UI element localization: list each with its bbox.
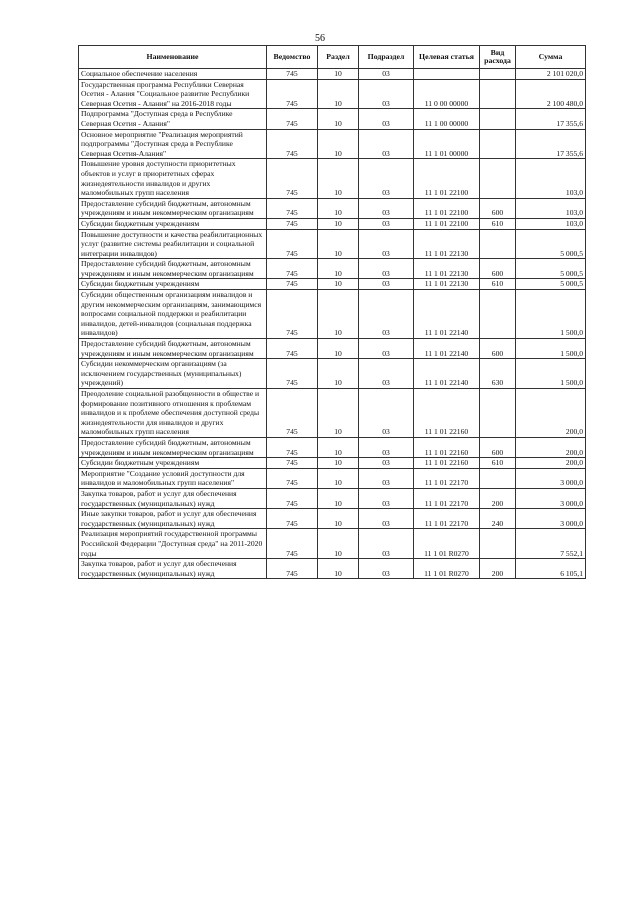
table-row	[79, 458, 586, 469]
cell-subsection: 03	[359, 458, 414, 469]
cell-section: 10	[318, 259, 359, 279]
cell-amount: 3 000,0	[516, 509, 586, 529]
cell-subsection: 03	[359, 229, 414, 259]
cell-subsection: 03	[359, 529, 414, 559]
cell-subsection: 03	[359, 259, 414, 279]
cell-subsection: 03	[359, 109, 414, 129]
cell-target-article: 11 1 01 22100	[414, 198, 480, 218]
cell-department: 745	[267, 290, 318, 339]
cell-name: Реализация мероприятий государственной программы Российской Федерации "Доступная среда" на 2011-2020 годы	[79, 529, 267, 559]
table-row	[79, 359, 586, 389]
cell-subsection: 03	[359, 198, 414, 218]
cell-name: Закупка товаров, работ и услуг для обеспечения государственных (муниципальных) нужд	[79, 559, 267, 579]
cell-name: Повышение уровня доступности приоритетных объектов и услуг в приоритетных сферах жизнедеятельности инвалидов и других маломобильных групп населения	[79, 159, 267, 198]
cell-department: 745	[267, 279, 318, 290]
cell-section: 10	[318, 339, 359, 359]
cell-name: Мероприятие "Создание условий доступности для инвалидов и маломобильных групп населения"	[79, 468, 267, 488]
cell-name: Предоставление субсидий бюджетным, автономным учреждениям и иным некоммерческим организациям	[79, 437, 267, 457]
cell-department: 745	[267, 229, 318, 259]
cell-target-article: 11 1 01 22130	[414, 259, 480, 279]
cell-expense-type	[480, 229, 516, 259]
cell-department: 745	[267, 509, 318, 529]
cell-target-article: 11 1 01 22140	[414, 290, 480, 339]
table-row	[79, 559, 586, 579]
cell-target-article: 11 1 01 22100	[414, 159, 480, 198]
cell-section: 10	[318, 79, 359, 109]
cell-target-article: 11 1 01 22170	[414, 509, 480, 529]
table-row	[79, 129, 586, 159]
cell-section: 10	[318, 509, 359, 529]
cell-department: 745	[267, 468, 318, 488]
cell-section: 10	[318, 559, 359, 579]
cell-target-article: 11 1 01 22130	[414, 279, 480, 290]
table-row	[79, 79, 586, 109]
cell-name: Подпрограмма "Доступная среда в Республике Северная Осетия - Алания"	[79, 109, 267, 129]
cell-name: Государственная программа Республики Северная Осетия - Алания "Социальное развитие Республики Северная Осетия - Алания" на 2016-2018 годы	[79, 79, 267, 109]
cell-section: 10	[318, 290, 359, 339]
cell-section: 10	[318, 69, 359, 80]
cell-expense-type: 240	[480, 509, 516, 529]
table-row	[79, 159, 586, 198]
cell-expense-type	[480, 79, 516, 109]
cell-amount: 1 500,0	[516, 339, 586, 359]
cell-amount: 1 500,0	[516, 359, 586, 389]
cell-subsection: 03	[359, 509, 414, 529]
header-section: Раздел	[318, 46, 359, 69]
cell-name: Предоставление субсидий бюджетным, автономным учреждениям и иным некоммерческим организациям	[79, 198, 267, 218]
cell-section: 10	[318, 109, 359, 129]
cell-amount: 200,0	[516, 389, 586, 438]
budget-table	[78, 45, 586, 579]
cell-amount: 6 105,1	[516, 559, 586, 579]
header-amount: Сумма	[516, 46, 586, 69]
cell-target-article: 11 1 00 00000	[414, 109, 480, 129]
cell-target-article: 11 0 00 00000	[414, 79, 480, 109]
cell-subsection: 03	[359, 79, 414, 109]
cell-target-article: 11 1 01 22160	[414, 389, 480, 438]
cell-expense-type	[480, 129, 516, 159]
cell-amount: 5 000,5	[516, 229, 586, 259]
cell-department: 745	[267, 69, 318, 80]
cell-section: 10	[318, 458, 359, 469]
cell-amount: 103,0	[516, 159, 586, 198]
cell-expense-type: 200	[480, 559, 516, 579]
cell-amount: 5 000,5	[516, 259, 586, 279]
header-expense-type: Вид расхода	[480, 46, 516, 69]
cell-subsection: 03	[359, 437, 414, 457]
table-row	[79, 437, 586, 457]
cell-name: Преодоление социальной разобщенности в обществе и формирование позитивного отношения к проблемам инвалидов и к проблеме обеспечения доступной среды жизнедеятельности для инвалидов и других маломобильных групп населения	[79, 389, 267, 438]
cell-amount: 17 355,6	[516, 109, 586, 129]
cell-target-article: 11 1 01 22140	[414, 359, 480, 389]
cell-expense-type: 610	[480, 279, 516, 290]
cell-expense-type	[480, 468, 516, 488]
cell-expense-type	[480, 389, 516, 438]
cell-section: 10	[318, 159, 359, 198]
cell-name: Субсидии бюджетным учреждениям	[79, 279, 267, 290]
cell-target-article	[414, 69, 480, 80]
header-department: Ведомство	[267, 46, 318, 69]
cell-amount: 3 000,0	[516, 468, 586, 488]
table-body	[79, 69, 586, 579]
cell-department: 745	[267, 79, 318, 109]
cell-amount: 5 000,5	[516, 279, 586, 290]
cell-subsection: 03	[359, 488, 414, 508]
cell-name: Закупка товаров, работ и услуг для обеспечения государственных (муниципальных) нужд	[79, 488, 267, 508]
cell-department: 745	[267, 198, 318, 218]
cell-section: 10	[318, 198, 359, 218]
cell-section: 10	[318, 279, 359, 290]
cell-name: Субсидии бюджетным учреждениям	[79, 218, 267, 229]
cell-expense-type: 200	[480, 488, 516, 508]
cell-name: Предоставление субсидий бюджетным, автономным учреждениям и иным некоммерческим организациям	[79, 259, 267, 279]
cell-subsection: 03	[359, 468, 414, 488]
cell-target-article: 11 1 01 22170	[414, 468, 480, 488]
cell-amount: 103,0	[516, 198, 586, 218]
cell-name: Иные закупки товаров, работ и услуг для обеспечения государственных (муниципальных) нужд	[79, 509, 267, 529]
cell-section: 10	[318, 218, 359, 229]
table-row	[79, 198, 586, 218]
cell-name: Предоставление субсидий бюджетным, автономным учреждениям и иным некоммерческим организациям	[79, 339, 267, 359]
cell-department: 745	[267, 458, 318, 469]
cell-department: 745	[267, 218, 318, 229]
cell-department: 745	[267, 159, 318, 198]
cell-department: 745	[267, 359, 318, 389]
cell-section: 10	[318, 389, 359, 438]
cell-department: 745	[267, 109, 318, 129]
cell-target-article: 11 1 01 R0270	[414, 559, 480, 579]
cell-target-article: 11 1 01 22100	[414, 218, 480, 229]
cell-section: 10	[318, 129, 359, 159]
cell-subsection: 03	[359, 218, 414, 229]
cell-amount: 200,0	[516, 437, 586, 457]
cell-department: 745	[267, 389, 318, 438]
cell-name: Субсидии бюджетным учреждениям	[79, 458, 267, 469]
cell-expense-type: 600	[480, 437, 516, 457]
header-target-article: Целевая статья	[414, 46, 480, 69]
cell-amount: 2 101 020,0	[516, 69, 586, 80]
cell-expense-type	[480, 109, 516, 129]
cell-amount: 103,0	[516, 218, 586, 229]
header-name: Наименование	[79, 46, 267, 69]
table-row	[79, 109, 586, 129]
cell-name: Субсидии общественным организациям инвалидов и другим некоммерческим организациям, занимающимся вопросами социальной поддержки и реабилитации инвалидов, детей-инвалидов (социальная поддержка инвалидов)	[79, 290, 267, 339]
cell-subsection: 03	[359, 129, 414, 159]
cell-section: 10	[318, 529, 359, 559]
table-row	[79, 468, 586, 488]
cell-name: Основное мероприятие "Реализация мероприятий подпрограммы "Доступная среда в Республике Северная Осетия-Алания"	[79, 129, 267, 159]
cell-expense-type: 630	[480, 359, 516, 389]
cell-expense-type: 600	[480, 259, 516, 279]
cell-amount: 3 000,0	[516, 488, 586, 508]
table-row	[79, 339, 586, 359]
cell-expense-type: 600	[480, 198, 516, 218]
cell-subsection: 03	[359, 279, 414, 290]
cell-subsection: 03	[359, 559, 414, 579]
cell-amount: 7 552,1	[516, 529, 586, 559]
cell-subsection: 03	[359, 339, 414, 359]
table-row	[79, 259, 586, 279]
cell-department: 745	[267, 529, 318, 559]
cell-expense-type: 600	[480, 339, 516, 359]
cell-name: Субсидии некоммерческим организациям (за исключением государственных (муниципальных) учреждений)	[79, 359, 267, 389]
cell-target-article: 11 1 01 22130	[414, 229, 480, 259]
cell-amount: 2 100 480,0	[516, 79, 586, 109]
cell-department: 745	[267, 129, 318, 159]
cell-subsection: 03	[359, 389, 414, 438]
table-row	[79, 69, 586, 80]
cell-subsection: 03	[359, 359, 414, 389]
cell-expense-type	[480, 529, 516, 559]
cell-expense-type	[480, 290, 516, 339]
cell-expense-type	[480, 69, 516, 80]
cell-subsection: 03	[359, 290, 414, 339]
table-row	[79, 229, 586, 259]
page-number: 56	[315, 33, 325, 44]
cell-section: 10	[318, 437, 359, 457]
cell-department: 745	[267, 559, 318, 579]
cell-department: 745	[267, 259, 318, 279]
cell-target-article: 11 1 01 R0270	[414, 529, 480, 559]
table-header-row	[79, 46, 586, 69]
cell-target-article: 11 1 01 22160	[414, 437, 480, 457]
cell-target-article: 11 1 01 22160	[414, 458, 480, 469]
cell-name: Повышение доступности и качества реабилитационных услуг (развитие системы реабилитации и социальной интеграции инвалидов)	[79, 229, 267, 259]
table-row	[79, 290, 586, 339]
table-row	[79, 488, 586, 508]
cell-subsection: 03	[359, 69, 414, 80]
cell-amount: 17 355,6	[516, 129, 586, 159]
cell-target-article: 11 1 01 22140	[414, 339, 480, 359]
cell-section: 10	[318, 359, 359, 389]
cell-section: 10	[318, 229, 359, 259]
cell-section: 10	[318, 468, 359, 488]
cell-subsection: 03	[359, 159, 414, 198]
cell-department: 745	[267, 339, 318, 359]
cell-section: 10	[318, 488, 359, 508]
cell-amount: 200,0	[516, 458, 586, 469]
cell-amount: 1 500,0	[516, 290, 586, 339]
cell-target-article: 11 1 01 22170	[414, 488, 480, 508]
cell-expense-type	[480, 159, 516, 198]
table-row	[79, 218, 586, 229]
cell-target-article: 11 1 01 00000	[414, 129, 480, 159]
table-row	[79, 279, 586, 290]
cell-expense-type: 610	[480, 458, 516, 469]
cell-department: 745	[267, 488, 318, 508]
header-subsection: Подраздел	[359, 46, 414, 69]
cell-name: Социальное обеспечение населения	[79, 69, 267, 80]
table-row	[79, 509, 586, 529]
table-row	[79, 389, 586, 438]
cell-expense-type: 610	[480, 218, 516, 229]
table-row	[79, 529, 586, 559]
cell-department: 745	[267, 437, 318, 457]
